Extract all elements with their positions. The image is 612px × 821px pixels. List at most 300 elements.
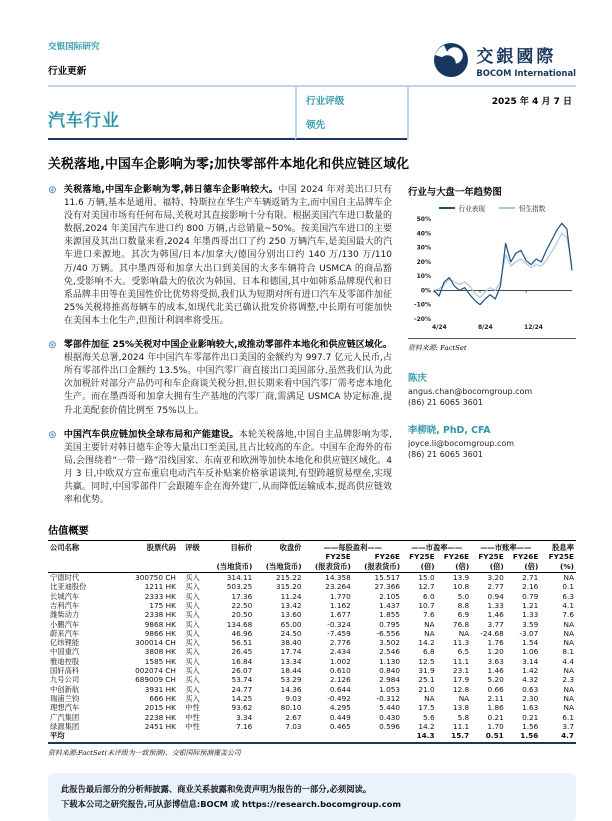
masthead-left bbox=[48, 40, 100, 77]
table-cell: 中国重汽 bbox=[50, 647, 80, 657]
table-cell: 买入 bbox=[185, 610, 200, 620]
table-cell: 14.2 bbox=[418, 638, 435, 648]
table-cell: 1.21 bbox=[522, 600, 539, 610]
bullet-text bbox=[64, 429, 392, 508]
table-cell: 买入 bbox=[185, 693, 200, 703]
legend-label: 行业表现 bbox=[458, 205, 485, 213]
table-cell: 15.7 bbox=[437, 731, 472, 743]
table-cell: 9866 HK bbox=[144, 628, 176, 638]
table-cell: 0.795 bbox=[379, 619, 401, 629]
table-cell: 买入 bbox=[185, 573, 200, 583]
table-cell: 1.855 bbox=[379, 610, 401, 620]
valuation-section bbox=[48, 522, 576, 757]
table-cell: 12.5 bbox=[418, 656, 435, 666]
table-cell: 17.9 bbox=[452, 675, 470, 685]
bullet-item bbox=[48, 429, 392, 508]
chart-legend bbox=[408, 203, 576, 213]
table-cell: 2.984 bbox=[379, 675, 401, 685]
table-cell: 14.3 bbox=[402, 731, 437, 743]
unit-times: (倍) bbox=[506, 562, 541, 573]
table-cell: 2.11 bbox=[487, 693, 504, 703]
bullet-lead: 关税落地,中国车企影响为零,韩日德车企影响较大。 bbox=[63, 185, 279, 195]
table-cell: -0.324 bbox=[327, 619, 351, 629]
legend-line-swatch bbox=[499, 207, 515, 209]
table-cell: 5.8 bbox=[457, 712, 470, 722]
trend-chart bbox=[408, 214, 576, 332]
col-div-yield: 股息率 bbox=[540, 541, 576, 553]
table-cell: 3.59 bbox=[522, 619, 539, 629]
col-company: 公司名称 bbox=[48, 541, 117, 553]
table-cell: 002074 CH bbox=[135, 666, 176, 676]
table-cell: 买入 bbox=[185, 684, 200, 694]
table-row bbox=[48, 703, 576, 712]
col-fy26e: FY26E bbox=[512, 552, 539, 562]
table-row bbox=[48, 666, 576, 675]
table-cell: 56.51 bbox=[231, 638, 253, 648]
table-cell: 0.21 bbox=[487, 712, 504, 722]
table-cell: 4.1 bbox=[562, 600, 574, 610]
table-cell: 4.295 bbox=[329, 703, 351, 713]
table-cell: 7.03 bbox=[285, 721, 302, 731]
table-cell: 3.7 bbox=[562, 721, 574, 731]
table-cell: 8.1 bbox=[562, 647, 574, 657]
unit-local-ccy: (当地货币) bbox=[254, 562, 303, 573]
table-cell: 中性 bbox=[185, 712, 200, 722]
table-cell: 17.74 bbox=[280, 647, 302, 657]
table-cell: 13.8 bbox=[452, 703, 470, 713]
table-cell: 315.20 bbox=[276, 582, 302, 592]
table-cell: 买入 bbox=[185, 656, 200, 666]
table-cell: 300014 CH bbox=[135, 638, 176, 648]
table-cell: 比亚迪股份 bbox=[50, 582, 87, 592]
table-cell: 1.33 bbox=[487, 600, 504, 610]
table-row bbox=[48, 610, 576, 619]
table-cell: 1.56 bbox=[522, 721, 539, 731]
table-cell: 6.9 bbox=[457, 610, 470, 620]
table-cell: 5.6 bbox=[422, 712, 435, 722]
table-cell: 10.8 bbox=[452, 582, 470, 592]
table-row bbox=[48, 638, 576, 647]
table-cell: 14.36 bbox=[280, 684, 302, 694]
table-cell: 2451 HK bbox=[144, 721, 176, 731]
svg-text:4/24: 4/24 bbox=[432, 324, 447, 331]
table-cell: 666 HK bbox=[149, 693, 176, 703]
table-cell: 1.54 bbox=[522, 638, 539, 648]
valuation-title: 估值概要 bbox=[48, 526, 89, 538]
table-cell: 1.437 bbox=[379, 600, 401, 610]
compass-bullet-icon: ⊛ bbox=[48, 339, 57, 352]
table-cell: 3.63 bbox=[487, 656, 504, 666]
table-row bbox=[48, 657, 576, 666]
svg-text:0%: 0% bbox=[420, 287, 431, 295]
col-fy25e: FY25E bbox=[325, 552, 351, 562]
table-cell: NA bbox=[563, 638, 574, 648]
analyst-card bbox=[408, 422, 576, 459]
table-header bbox=[48, 541, 576, 573]
table-cell: NA bbox=[563, 666, 574, 676]
svg-text:50%: 50% bbox=[416, 216, 431, 223]
table-cell: 6.3 bbox=[562, 591, 574, 601]
table-cell: 广汽集团 bbox=[50, 712, 80, 722]
table-cell: 13.42 bbox=[280, 600, 302, 610]
table-cell: 14.2 bbox=[418, 721, 435, 731]
table-cell: 1.63 bbox=[522, 703, 539, 713]
table-cell bbox=[117, 731, 178, 743]
main-column bbox=[48, 184, 392, 518]
table-cell: 国轩高科 bbox=[50, 666, 80, 676]
bullet-body: 本轮关税落地,中国自主品牌影响为零,美国主要针对韩日德车企等大量出口至美国,且占比较高的车企。中国车企海外的布局,会围绕着“一带一路”沿线国家、东南亚和欧洲等加快本地化和供应链区域化。4 月 3 日,中欧双方宣布重启电动汽车反补贴案价格承诺谈判,有望跨越贸易壁垒,实现共赢。同时,中国零部件厂会跟随车企在海外建厂,从而降低运输成本,提高供应链效率和优势。 bbox=[63, 429, 392, 506]
table-cell: NA bbox=[563, 703, 574, 713]
analyst-card bbox=[408, 370, 576, 407]
table-cell bbox=[304, 731, 353, 743]
table-cell: 1.130 bbox=[379, 656, 401, 666]
page-title: 汽车行业 bbox=[48, 111, 120, 131]
analyst-list bbox=[408, 370, 576, 459]
table-cell: 长城汽车 bbox=[50, 591, 80, 601]
svg-text:30%: 30% bbox=[416, 244, 431, 252]
table-row bbox=[48, 582, 576, 591]
research-label: 交银国际研究 bbox=[48, 42, 100, 52]
table-cell: 11.3 bbox=[452, 638, 470, 648]
unit-percent: (%) bbox=[540, 562, 576, 573]
table-cell: 24.50 bbox=[280, 628, 302, 638]
table-cell: 2.71 bbox=[522, 573, 539, 583]
unit-times: (倍) bbox=[402, 562, 437, 573]
table-cell: NA bbox=[424, 619, 435, 629]
table-row bbox=[48, 675, 576, 684]
table-cell: NA bbox=[424, 693, 435, 703]
table-cell: 9868 HK bbox=[144, 619, 176, 629]
table-cell: 0.79 bbox=[522, 591, 539, 601]
table-cell: 134.68 bbox=[226, 619, 253, 629]
table-cell: 0.66 bbox=[487, 684, 504, 694]
table-cell: 26.07 bbox=[231, 666, 253, 676]
research-site-link[interactable]: https://research.bocomgroup.com bbox=[242, 799, 401, 810]
table-cell: 27.366 bbox=[374, 582, 401, 592]
table-cell: 1.33 bbox=[522, 610, 539, 620]
bullet-lead: 零部件加征 25%关税对中国企业影响较大,或推动零部件本地化和供应链区域化。 bbox=[63, 340, 392, 351]
table-cell: 3.20 bbox=[487, 573, 504, 583]
table-cell: 2.126 bbox=[329, 675, 351, 685]
sidebar bbox=[408, 184, 576, 518]
table-cell: NA bbox=[563, 619, 574, 629]
table-cell: 21.0 bbox=[418, 684, 435, 694]
analyst-phone: (86) 21 6065 3601 bbox=[408, 398, 483, 407]
disclaimer-line: 此报告最后部分的分析师披露、商业关系披露和免责声明为报告的一部分,必须阅读。 bbox=[61, 784, 372, 795]
table-cell: 5.20 bbox=[487, 675, 504, 685]
table-cell: 0.1 bbox=[562, 582, 574, 592]
table-cell: 1585 HK bbox=[144, 656, 176, 666]
col-fy25e: FY25E bbox=[548, 552, 574, 562]
table-cell: 0.94 bbox=[487, 591, 504, 601]
col-fy25e: FY25E bbox=[409, 552, 435, 562]
table-row bbox=[48, 629, 576, 638]
chart-source: 资料来源: FactSet bbox=[408, 338, 576, 352]
legend-line-swatch bbox=[439, 207, 455, 209]
table-cell: 7.16 bbox=[236, 721, 253, 731]
table-cell: 13.34 bbox=[280, 656, 302, 666]
table-cell bbox=[207, 731, 254, 743]
bullet-text bbox=[64, 339, 392, 418]
col-close-price: 收盘价 bbox=[254, 541, 303, 553]
table-cell: 2.776 bbox=[329, 638, 351, 648]
col-group-eps: ——每股盈利—— bbox=[304, 541, 402, 553]
download-note-text: 下载本公司之研究报告,可从彭博信息:BOCM 或 bbox=[61, 799, 243, 810]
table-cell: 中创新航 bbox=[50, 684, 80, 694]
table-cell: 25.1 bbox=[418, 675, 435, 685]
table-cell: 2.105 bbox=[379, 591, 401, 601]
report-date: 2025 年 4 月 7 日 bbox=[491, 97, 572, 107]
table-cell: 65.00 bbox=[280, 619, 302, 629]
table-cell: -0.312 bbox=[376, 693, 401, 703]
headline: 关税落地,中国车企影响为零;加快零部件本地化和供应链区域化 bbox=[48, 157, 410, 172]
table-cell: 1.70 bbox=[487, 721, 504, 731]
table-cell: 0.21 bbox=[522, 712, 539, 722]
table-cell: 4.7 bbox=[540, 731, 576, 743]
table-row bbox=[48, 713, 576, 722]
table-cell: 0.610 bbox=[329, 666, 351, 676]
analyst-email[interactable]: joyce.li@bocomgroup.com bbox=[408, 439, 515, 448]
table-cell: 18.44 bbox=[280, 666, 302, 676]
svg-text:12/24: 12/24 bbox=[524, 324, 543, 331]
table-cell: 53.29 bbox=[280, 675, 302, 685]
table-cell: 8.8 bbox=[457, 600, 470, 610]
table-cell: NA bbox=[563, 573, 574, 583]
analyst-name: 李柳晓, PhD, CFA bbox=[408, 425, 491, 436]
table-cell: 24.77 bbox=[231, 684, 253, 694]
table-cell: 1.053 bbox=[379, 684, 401, 694]
table-row bbox=[48, 573, 576, 583]
table-row bbox=[48, 620, 576, 629]
table-cell: 买入 bbox=[185, 638, 200, 648]
table-cell: 2.67 bbox=[285, 712, 302, 722]
unit-local-ccy: (当地货币) bbox=[207, 562, 254, 573]
table-cell: 买入 bbox=[185, 628, 200, 638]
table-cell: 14.25 bbox=[231, 693, 253, 703]
unit-report-ccy: (报表货币) bbox=[304, 562, 353, 573]
table-cell: 6.8 bbox=[422, 647, 435, 657]
table-cell: 7.6 bbox=[562, 610, 574, 620]
table-cell: NA bbox=[458, 693, 470, 703]
table-cell: 300750 CH bbox=[135, 573, 176, 583]
table-cell: 1.162 bbox=[329, 600, 351, 610]
table-cell: 买入 bbox=[185, 666, 200, 676]
table-cell: 2.434 bbox=[329, 647, 351, 657]
table-cell bbox=[178, 731, 207, 743]
chart-title: 行业与大盘一年趋势图 bbox=[408, 187, 502, 198]
table-cell: 潍柴动力 bbox=[50, 610, 80, 620]
table-cell: 314.11 bbox=[226, 573, 253, 583]
table-cell: 蔚来汽车 bbox=[50, 628, 80, 638]
table-cell: 绿源集团 bbox=[50, 721, 80, 731]
table-cell: 1.46 bbox=[487, 666, 504, 676]
table-cell: 1.20 bbox=[487, 647, 504, 657]
col-group-pb: ——市账率—— bbox=[471, 541, 540, 553]
table-cell: 3.34 bbox=[236, 712, 253, 722]
logo-text bbox=[476, 42, 576, 78]
table-cell: 买入 bbox=[185, 675, 200, 685]
table-row bbox=[48, 592, 576, 601]
section-row bbox=[48, 87, 576, 140]
table-cell: 中性 bbox=[185, 703, 200, 713]
rating-badge: 领先 bbox=[306, 120, 326, 131]
table-cell: 买入 bbox=[185, 591, 200, 601]
rating-label: 行业评级 bbox=[306, 96, 345, 107]
table-cell: 20.50 bbox=[231, 610, 253, 620]
table-cell: 6.0 bbox=[422, 591, 435, 601]
table-cell: 2.3 bbox=[562, 675, 574, 685]
table-cell: 4.32 bbox=[522, 675, 539, 685]
col-rating: 评级 bbox=[178, 541, 207, 553]
table-cell: 0.63 bbox=[522, 684, 539, 694]
table-cell: 23.1 bbox=[452, 666, 470, 676]
col-ticker: 股票代码 bbox=[117, 541, 178, 553]
table-cell: -6.556 bbox=[376, 628, 401, 638]
table-cell: 亿纬锂能 bbox=[50, 638, 80, 648]
col-fy26e: FY26E bbox=[443, 552, 470, 562]
svg-text:8/24: 8/24 bbox=[477, 324, 493, 331]
table-average-row bbox=[48, 731, 576, 743]
table-cell: 瑞浦兰钧 bbox=[50, 693, 80, 703]
table-cell: 平均 bbox=[48, 731, 117, 743]
table-cell: -3.07 bbox=[519, 628, 539, 638]
table-cell: 3.77 bbox=[487, 619, 504, 629]
table-cell: 11.24 bbox=[280, 591, 302, 601]
col-fy26e: FY26E bbox=[374, 552, 401, 562]
table-row bbox=[48, 647, 576, 656]
table-cell: 16.84 bbox=[231, 656, 253, 666]
unit-times: (倍) bbox=[471, 562, 506, 573]
table-row bbox=[48, 722, 576, 731]
table-cell: 1.56 bbox=[506, 731, 541, 743]
table-cell: -0.492 bbox=[327, 693, 351, 703]
table-cell: 0.449 bbox=[329, 712, 351, 722]
masthead bbox=[48, 40, 576, 78]
table-cell: 15.0 bbox=[418, 573, 435, 583]
table-cell: 雅迪控股 bbox=[50, 656, 80, 666]
compass-bullet-icon: ⊛ bbox=[48, 184, 57, 196]
analyst-name: 陈庆 bbox=[408, 373, 427, 384]
table-cell: 3.14 bbox=[522, 656, 539, 666]
svg-text:20%: 20% bbox=[416, 258, 431, 266]
table-cell: 买入 bbox=[185, 582, 200, 592]
sector-cell bbox=[48, 87, 295, 140]
date-cell bbox=[407, 87, 576, 140]
table-cell: 38.40 bbox=[280, 638, 302, 648]
legend-label: 恒生指数 bbox=[519, 205, 546, 213]
table-cell: 理想汽车 bbox=[50, 703, 80, 713]
unit-report-ccy: (报表货币) bbox=[353, 562, 402, 573]
table-cell: 93.62 bbox=[231, 703, 253, 713]
table-row bbox=[48, 685, 576, 694]
svg-text:-10%: -10% bbox=[414, 301, 431, 309]
analyst-phone: (86) 21 6065 3601 bbox=[408, 450, 483, 459]
table-cell: 76.8 bbox=[452, 619, 470, 629]
table-cell: -7.459 bbox=[327, 628, 351, 638]
table-cell: 买入 bbox=[185, 600, 200, 610]
table-cell: 503.25 bbox=[226, 582, 253, 592]
col-group-pe: ——市盈率—— bbox=[402, 541, 471, 553]
table-cell: 1.76 bbox=[487, 638, 504, 648]
table-cell: 3931 HK bbox=[144, 684, 176, 694]
table-cell: 10.7 bbox=[418, 600, 435, 610]
bullet-body: 根据海关总署,2024 年中国汽车零部件出口美国的金额约为 997.7 亿元人民币,占所有零部件出口金额约 13.5%。中国汽零厂商直接出口美国部分,虽然我们认为此次加税针对部分产品仍可和车企商谈关税分担,但长期来看中国汽零厂需考虑本地化生产。而在墨西哥和加拿大拥有生产基地的汽零厂商,需满足 USMCA 协定标准,提升北美配套价值比例至 75%以上。 bbox=[63, 353, 392, 416]
table-cell: 13.60 bbox=[280, 610, 302, 620]
table-cell: 15.517 bbox=[374, 573, 401, 583]
bullet-text bbox=[64, 184, 392, 328]
table-cell: 2238 HK bbox=[144, 712, 176, 722]
bocom-logo-icon bbox=[433, 42, 469, 78]
table-cell: NA bbox=[424, 628, 435, 638]
table-source: 资料来源:FactSet(未评级为一致预测)、交银国际预测覆盖公司 bbox=[48, 749, 241, 758]
table-cell: NA bbox=[458, 628, 470, 638]
table-cell: 80.10 bbox=[280, 703, 302, 713]
bullet-body: 中国 2024 年对美出口只有 11.6 万辆,基本是通用、福特、特斯拉在华生产车辆返销为主,而中国自主品牌车企没有对美国市场有任何布局,关税对其直接影响十分有限。根据美国汽车进口数量的数据,2024 年美国汽车进口约 800 万辆,占总销量~50%。按美国汽车进口的主要来源国及其出口数量来看,2024 年墨西哥出口了约 250 万辆汽车,是美国最大的汽车进口来源地。其次为韩国/日本/加拿大/德国分别出口约 140 万/130 万/110 万/40 万辆。其中墨西哥和加拿大出口到美国的大多车辆符合 USMCA 的商品豁免,受影响不大。受影响最大的依次为韩国、日本和德国,其中如韩系品牌现代和日系品牌丰田等在美国性价比优势将受损,我们认为短期对所有进口汽车及零部件加征 25%关税将推高每辆车的成本,如现代北美已确认批发价将调整,中长期有可能加快在美国本土化生产,但预计利润率将受压。 bbox=[63, 185, 392, 326]
table-cell: 2.16 bbox=[522, 582, 539, 592]
table-cell: 0.596 bbox=[379, 721, 401, 731]
table-cell: 2.77 bbox=[487, 582, 504, 592]
table-cell: 31.9 bbox=[418, 666, 435, 676]
table-cell: 九号公司 bbox=[50, 675, 80, 685]
table-cell bbox=[353, 731, 402, 743]
table-cell: 0.840 bbox=[379, 666, 401, 676]
table-cell: NA bbox=[563, 628, 574, 638]
table-cell: 0.51 bbox=[471, 731, 506, 743]
table-cell: 宁德时代 bbox=[50, 573, 80, 583]
table-cell: 2.546 bbox=[379, 647, 401, 657]
table-cell: 175 HK bbox=[149, 600, 176, 610]
legend-item bbox=[439, 203, 485, 213]
bullet-item bbox=[48, 339, 392, 418]
svg-text:40%: 40% bbox=[416, 230, 431, 238]
table-cell: 7.6 bbox=[422, 610, 435, 620]
table-cell: 5.0 bbox=[457, 591, 470, 601]
table-cell: 22.50 bbox=[231, 600, 253, 610]
svg-text:10%: 10% bbox=[416, 273, 431, 281]
table-cell: 26.45 bbox=[231, 647, 253, 657]
table-cell: 1.42 bbox=[522, 666, 539, 676]
bullet-item bbox=[48, 184, 392, 328]
table-cell: 46.96 bbox=[231, 628, 253, 638]
logo-name-en: BOCOM International bbox=[476, 68, 576, 78]
table-cell: 9.03 bbox=[285, 693, 302, 703]
table-cell: 小鹏汽车 bbox=[50, 619, 80, 629]
bullet-lead: 中国汽车供应链加快全球布局和产能建设。 bbox=[63, 429, 239, 440]
table-cell: 2.30 bbox=[522, 693, 539, 703]
table-row bbox=[48, 694, 576, 703]
col-fy25e: FY25E bbox=[478, 552, 504, 562]
table-cell: 0.644 bbox=[329, 684, 351, 694]
table-cell: 吉利汽车 bbox=[50, 600, 80, 610]
table-cell: 1.86 bbox=[487, 703, 504, 713]
table-cell: 1211 HK bbox=[144, 582, 176, 592]
table-cell bbox=[254, 731, 303, 743]
analyst-email[interactable]: angus.chan@bocomgroup.com bbox=[408, 387, 533, 396]
report-type: 行业更新 bbox=[48, 66, 87, 77]
table-cell: 中性 bbox=[185, 721, 200, 731]
table-cell: 3808 HK bbox=[144, 647, 176, 657]
col-target-price: 目标价 bbox=[207, 541, 254, 553]
table-cell: -24.68 bbox=[480, 628, 504, 638]
table-cell: NA bbox=[563, 693, 574, 703]
download-note bbox=[61, 797, 563, 812]
compass-bullet-icon: ⊛ bbox=[48, 428, 57, 441]
table-cell: 2015 HK bbox=[144, 703, 176, 713]
table-cell: 11.1 bbox=[452, 656, 470, 666]
table-cell: 1.002 bbox=[329, 656, 351, 666]
body-columns bbox=[48, 184, 576, 518]
table-cell: 12.8 bbox=[452, 684, 470, 694]
